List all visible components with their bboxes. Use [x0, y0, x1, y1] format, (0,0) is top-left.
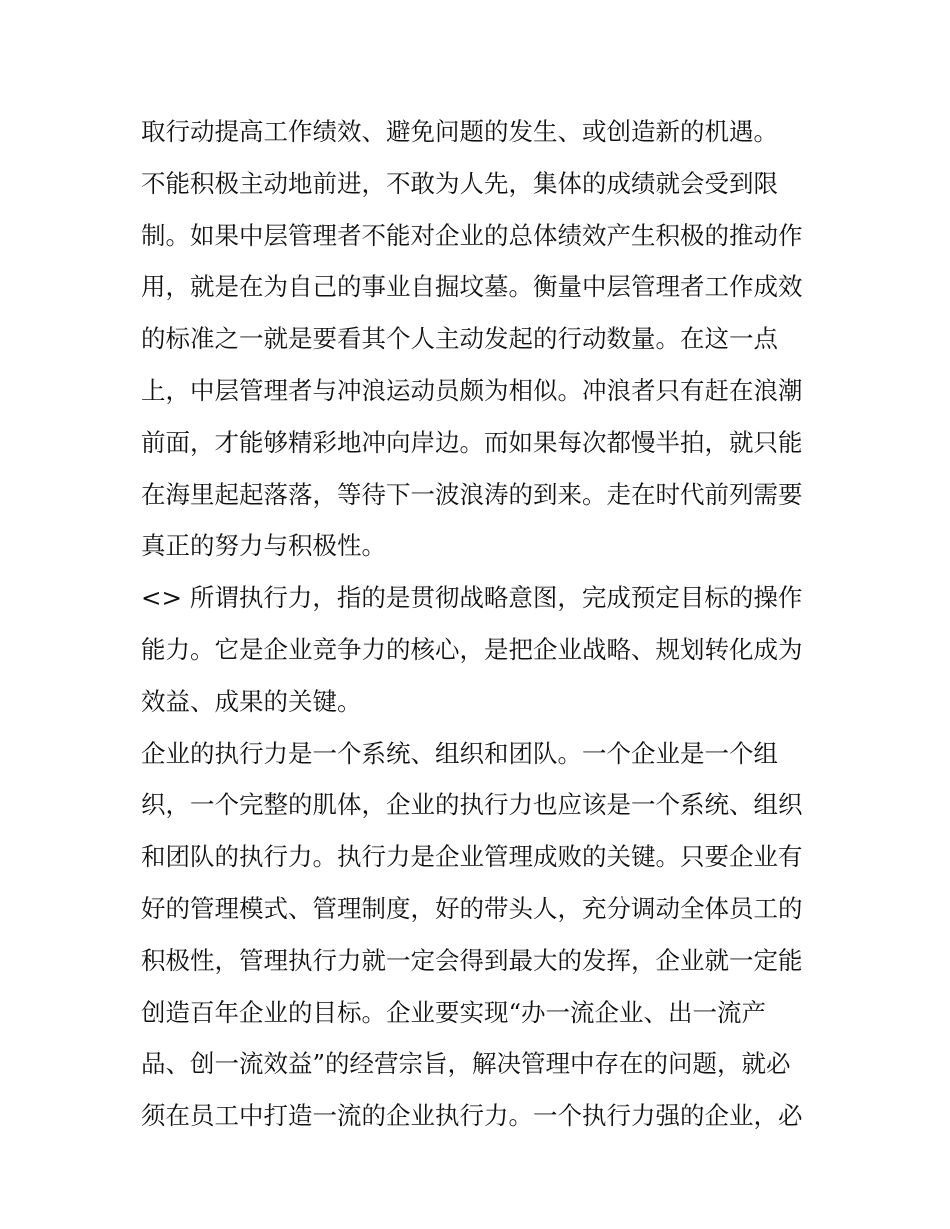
text-line: 的标准之一就是要看其个人主动发起的行动数量。在这一点: [141, 324, 778, 354]
text-line: 和团队的执行力。执行力是企业管理成败的关键。只要企业有: [141, 842, 803, 872]
text-line: 真正的努力与积极性。: [141, 531, 386, 561]
text-line: 积极性，管理执行力就一定会得到最大的发挥，企业就一定能: [141, 945, 803, 975]
text-line: 好的管理模式、管理制度，好的带头人，充分调动全体员工的: [141, 893, 803, 923]
body-text: [141, 106, 821, 1142]
text-line: <> 所谓执行力，指的是贯彻战略意图，完成预定目标的操作: [141, 583, 803, 613]
text-line: 创造百年企业的目标。企业要实现“办一流企业、出一流产: [141, 997, 767, 1027]
text-line: 用，就是在为自己的事业自掘坟墓。衡量中层管理者工作成效: [141, 272, 803, 302]
text-line: 取行动提高工作绩效、避免问题的发生、或创造新的机遇。: [141, 117, 778, 146]
text-line: 上，中层管理者与冲浪运动员颇为相似。冲浪者只有赶在浪潮: [141, 375, 803, 405]
text-line: 企业的执行力是一个系统、组织和团队。一个企业是一个组: [141, 738, 778, 768]
text-line: 制。如果中层管理者不能对企业的总体绩效产生积极的推动作: [141, 220, 803, 250]
text-line: 品、创一流效益”的经营宗旨，解决管理中存在的问题，就必: [141, 1049, 791, 1079]
text-line: 效益、成果的关键。: [141, 686, 362, 716]
text-line: 不能积极主动地前进，不敢为人先，集体的成绩就会受到限: [141, 168, 778, 198]
text-line: 前面，才能够精彩地冲向岸边。而如果每次都慢半拍，就只能: [141, 427, 803, 457]
text-line: 须在员工中打造一流的企业执行力。一个执行力强的企业，必: [141, 1101, 803, 1131]
text-line: 织，一个完整的肌体，企业的执行力也应该是一个系统、组织: [141, 790, 803, 820]
text-line: 在海里起起落落，等待下一波浪涛的到来。走在时代前列需要: [141, 479, 803, 509]
text-line: 能力。它是企业竞争力的核心，是把企业战略、规划转化成为: [141, 634, 803, 664]
